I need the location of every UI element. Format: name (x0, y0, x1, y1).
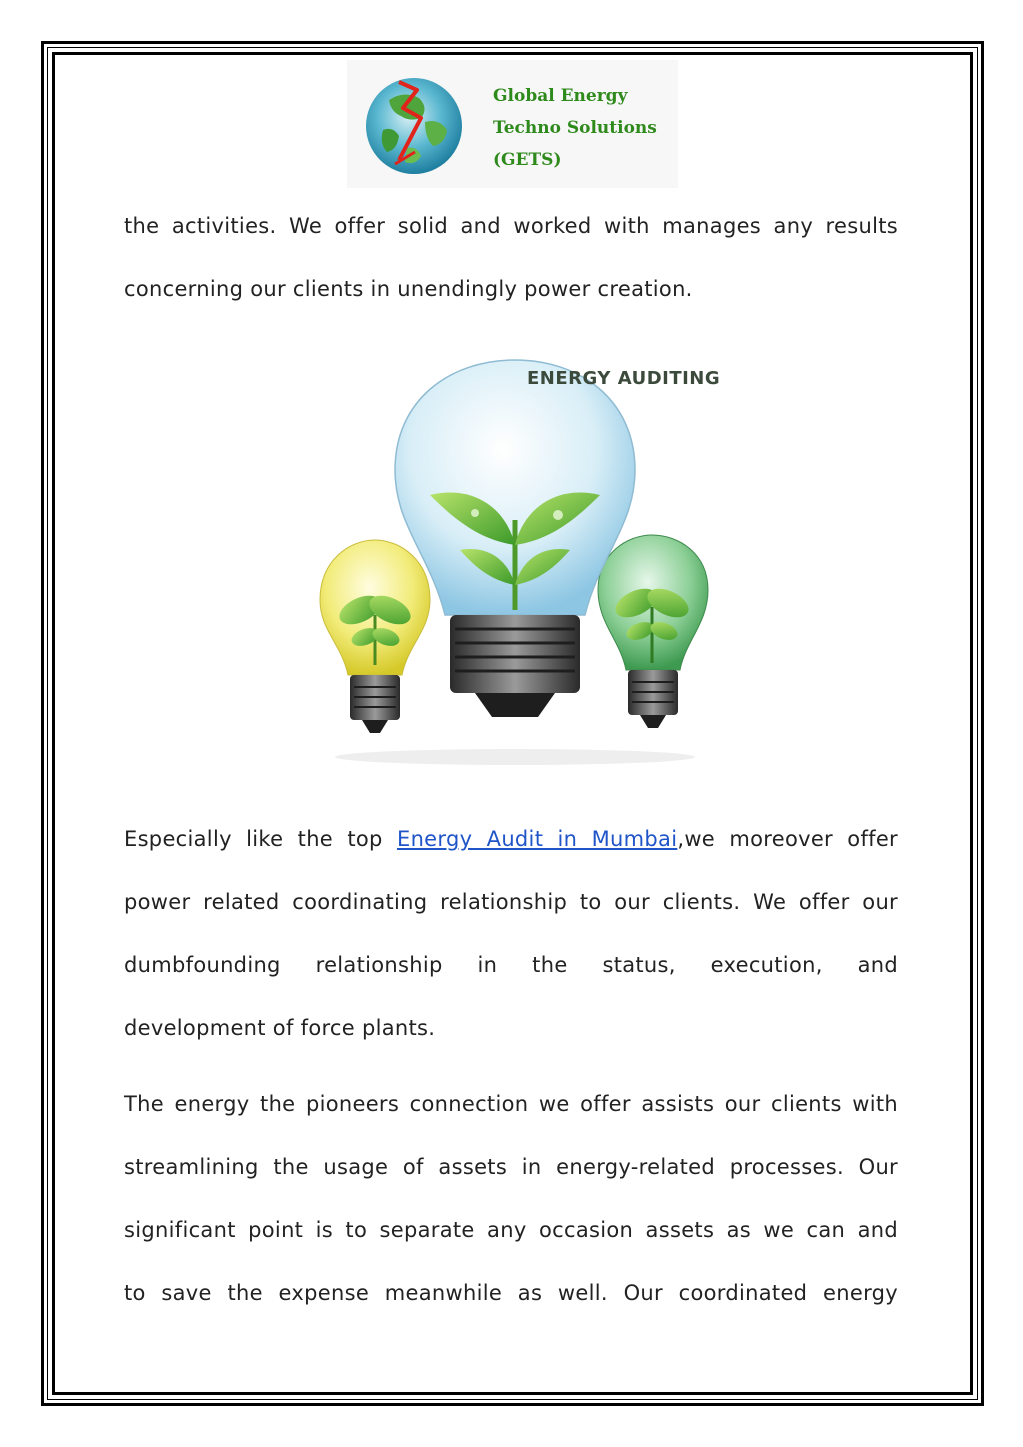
globe-icon (359, 60, 469, 188)
logo-line-1: Global Energy (493, 86, 628, 106)
text-line: significant point is to separate any occasion assets as we can and (124, 1218, 898, 1242)
text-line: to save the expense meanwhile as well. Our coordinated energy (124, 1281, 898, 1305)
paragraph-energy-audit (124, 808, 898, 1060)
logo-text (493, 80, 657, 176)
text-line: power related coordinating relationship to our clients. We offer our (124, 890, 898, 914)
lightbulbs-image (290, 345, 740, 775)
logo-line-2: Techno Solutions (493, 118, 657, 138)
company-logo (347, 60, 678, 188)
text-line: the activities. We offer solid and worked with manages any results (124, 214, 898, 238)
text-line: streamlining the usage of assets in energy-related processes. Our (124, 1155, 898, 1179)
text-line: Especially like the top Energy Audit in Mumbai,we moreover offer (124, 827, 898, 851)
energy-auditing-illustration (290, 345, 740, 775)
logo-line-3: (GETS) (493, 150, 562, 170)
text-line: concerning our clients in unendingly power creation. (124, 277, 693, 301)
paragraph-intro (124, 195, 898, 321)
text-line: development of force plants. (124, 1016, 436, 1040)
energy-audit-link[interactable]: Energy Audit in Mumbai (397, 827, 678, 851)
paragraph-connection (124, 1073, 898, 1325)
illustration-title: ENERGY AUDITING (527, 368, 721, 389)
text-line: The energy the pioneers connection we offer assists our clients with (124, 1092, 898, 1116)
text-line: dumbfounding relationship in the status, execution, and (124, 953, 898, 977)
